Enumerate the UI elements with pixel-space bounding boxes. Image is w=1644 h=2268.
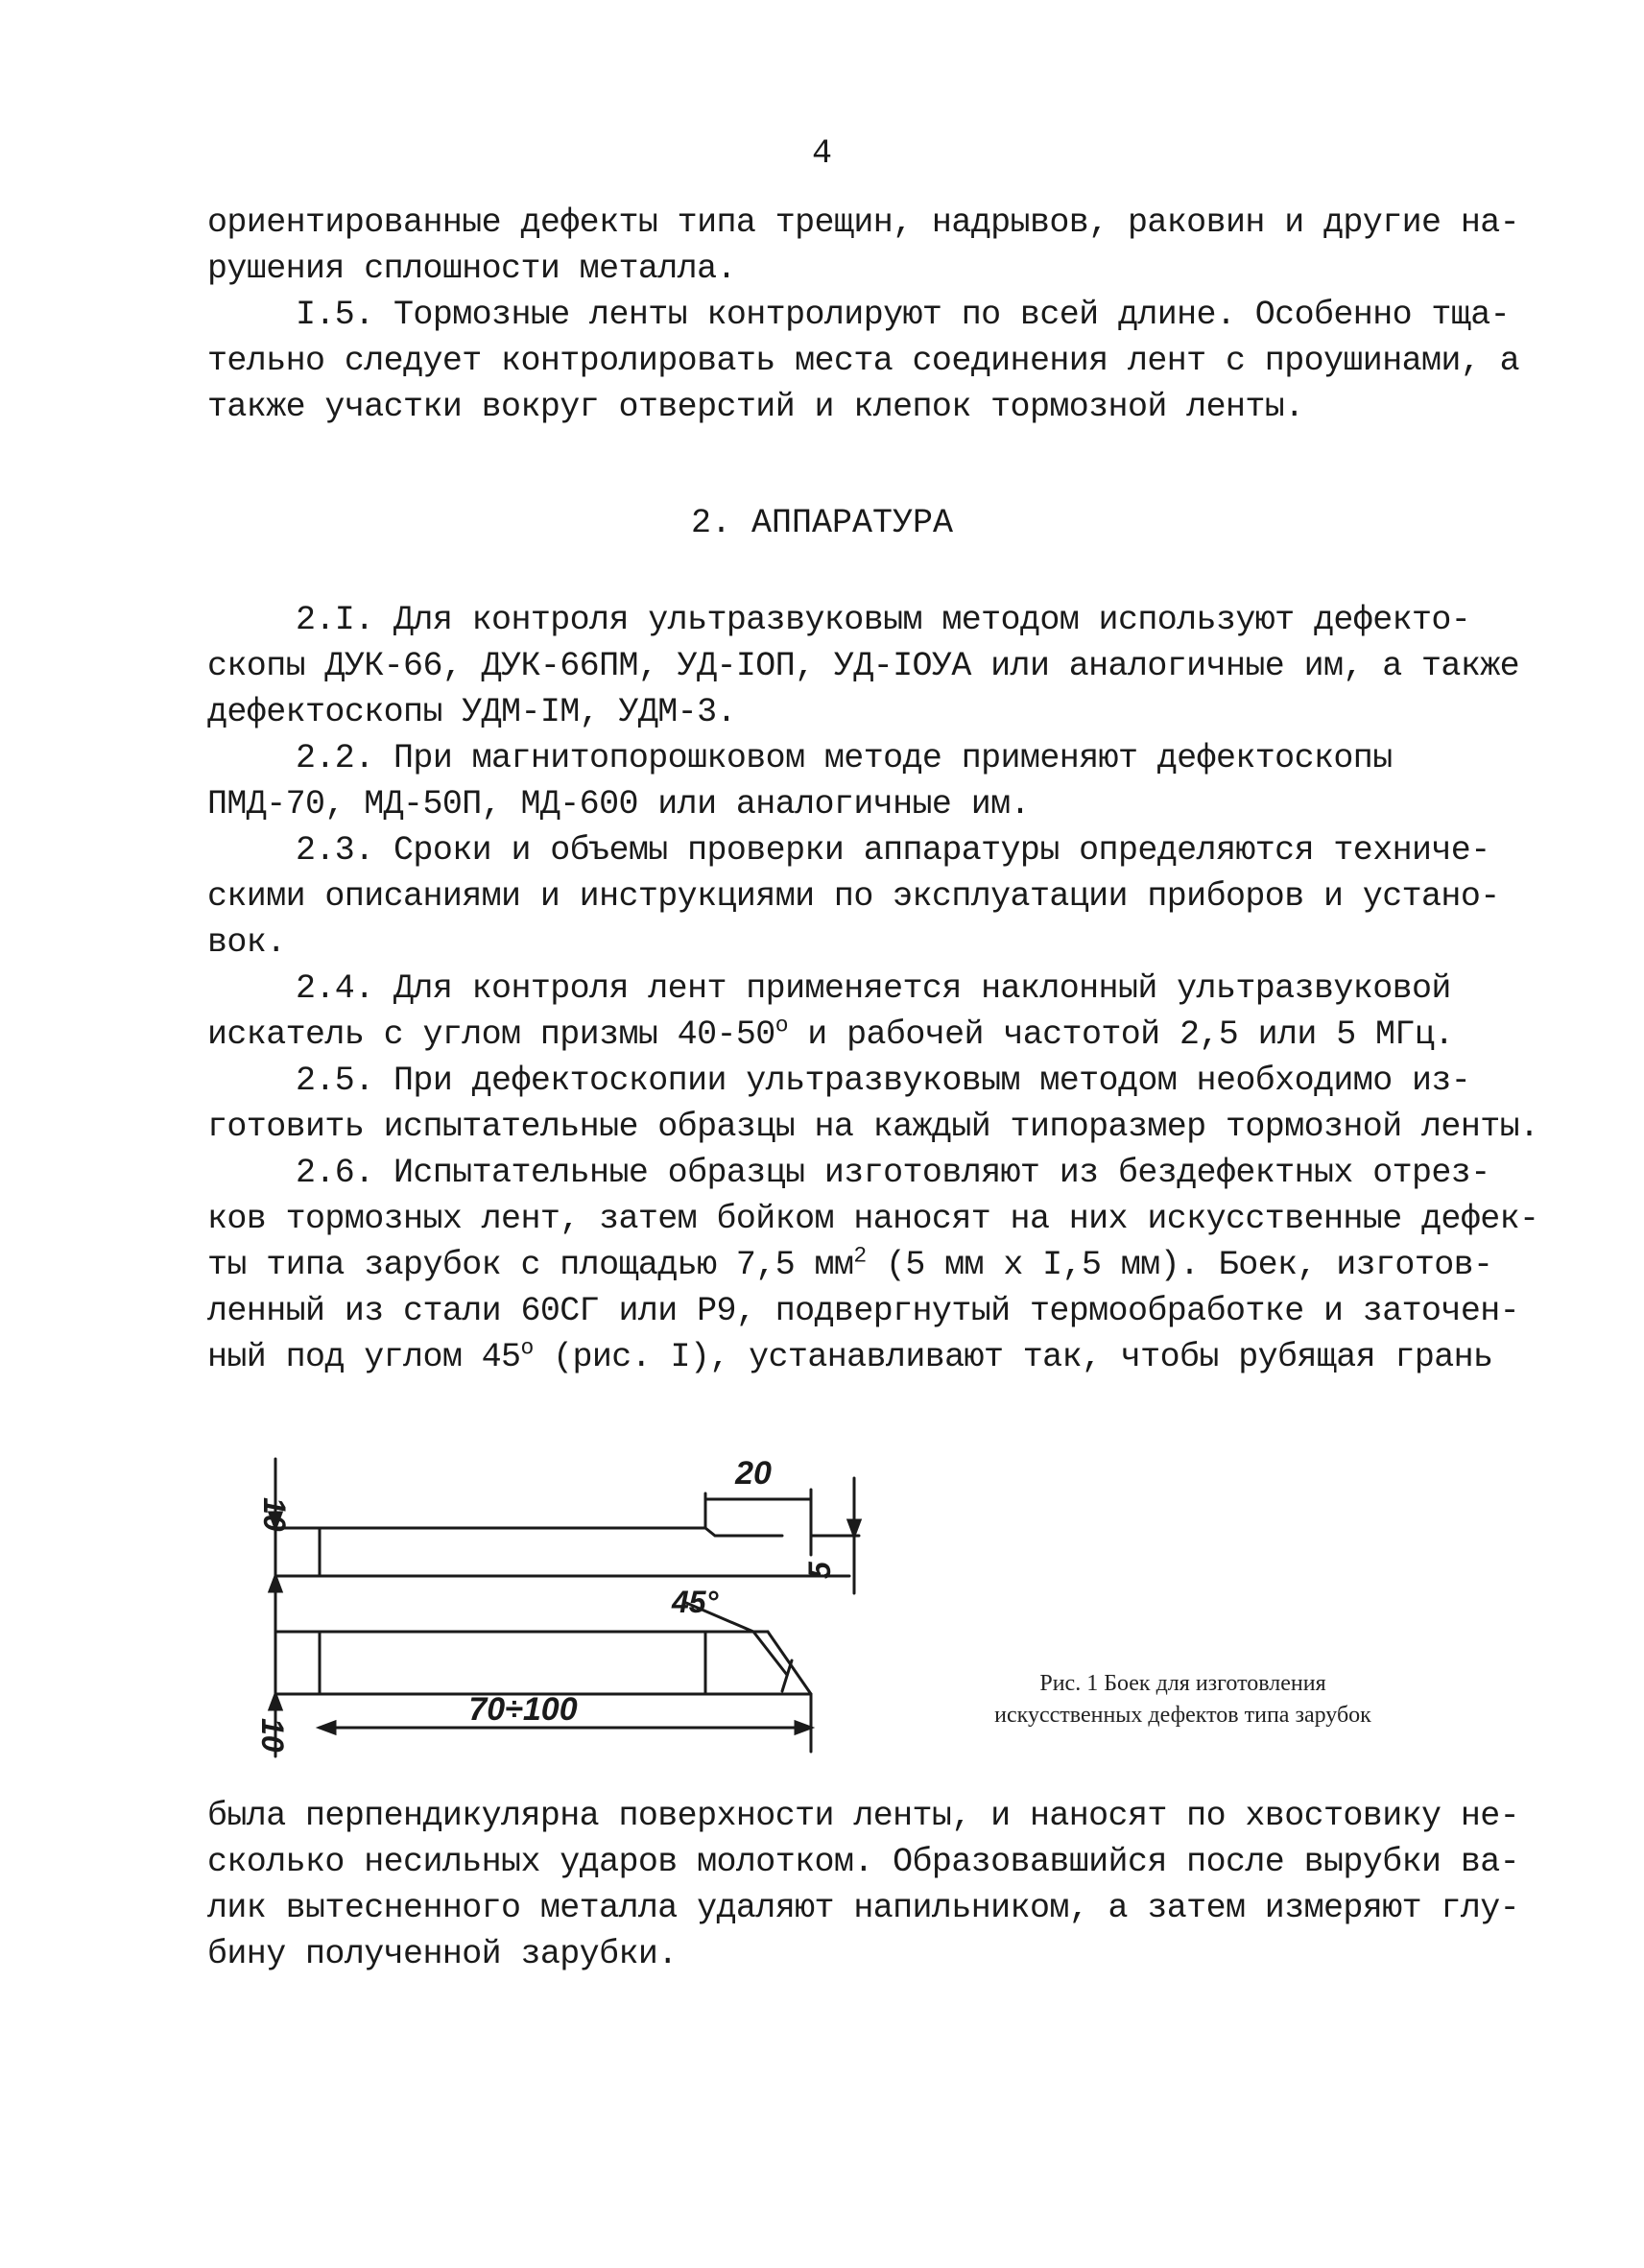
section-title: 2. АППАРАТУРА <box>690 504 954 542</box>
text-line <box>207 1242 1493 1288</box>
arrow-head <box>270 1576 281 1591</box>
paragraphs-2 <box>207 597 1539 1380</box>
caption-line: искусственных дефектов типа зарубок <box>994 1703 1371 1728</box>
dim-label-top: 10 <box>257 1497 292 1532</box>
text-line: также участки вокруг отверстий и клепок тормозной ленты. <box>207 388 1304 426</box>
text-run: искатель с углом призмы 40-50 <box>207 1015 775 1054</box>
text-line <box>207 1012 1454 1058</box>
text-line: 2.3. Сроки и объемы проверки аппаратуры определяются техниче- <box>296 831 1490 870</box>
paragraph-2-4 <box>207 966 1454 1058</box>
text-run: ный под углом 45 <box>207 1338 521 1376</box>
text-line: скими описаниями и инструкциями по эксплуатации приборов и устано- <box>207 877 1500 916</box>
text-line: ориентированные дефекты типа трещин, надрывов, раковин и другие на- <box>207 203 1520 242</box>
continuation-paragraph <box>207 1793 1520 1977</box>
paragraph-2-3 <box>207 827 1500 966</box>
text-line: 2.6. Испытательные образцы изготовляют из бездефектных отрез- <box>296 1154 1490 1192</box>
arrow-head <box>270 1694 281 1709</box>
page-number: 4 <box>811 134 832 173</box>
paragraph-2-2 <box>207 735 1450 827</box>
arrow-head <box>320 1722 335 1733</box>
text-line: 2.I. Для контроля ультразвуковым методом используют дефекто- <box>296 601 1471 639</box>
dim-label-bottom: 10 <box>255 1718 290 1753</box>
arrow-head <box>796 1722 811 1733</box>
intro-paragraph <box>207 200 1520 292</box>
text-line: ПМД-70, МД-50П, МД-600 или аналогичные им. <box>207 785 1030 824</box>
striker-drawing <box>235 1440 897 1771</box>
chamfer-line <box>768 1632 811 1694</box>
angle-leader <box>782 1660 792 1691</box>
paragraph-2-5 <box>207 1058 1539 1150</box>
text-line: ленный из стали 60СГ или Р9, подвергнутый термообработке и заточен- <box>207 1292 1520 1330</box>
text-line: скопы ДУК-66, ДУК-66ПМ, УД-IОП, УД-IОУА или аналогичные им, а также <box>207 647 1520 685</box>
text-line: лик вытесненного металла удаляют напильником, а затем измеряют глу- <box>207 1889 1520 1927</box>
degree-superscript: о <box>774 1013 788 1039</box>
text-line: ков тормозных лент, затем бойком наносят на них искусственные дефек- <box>207 1200 1539 1238</box>
caption-line: Рис. 1 Боек для изготовления <box>1039 1671 1326 1696</box>
text-line: была перпендикулярна поверхности ленты, и наносят по хвостовику не- <box>207 1797 1520 1835</box>
text-run: ты типа зарубок с площадью 7,5 мм <box>207 1246 854 1284</box>
text-line: рушения сплошности металла. <box>207 250 736 288</box>
text-line: 2.2. При магнитопорошковом методе применяют дефектоскопы <box>296 739 1393 777</box>
text-line <box>207 1334 1493 1380</box>
dim-label-tip-length: 20 <box>735 1455 772 1492</box>
outline-line <box>705 1528 782 1536</box>
text-line: бину полученной зарубки. <box>207 1935 678 1973</box>
paragraph-2-1 <box>207 597 1520 735</box>
text-line: тельно следует контролировать места соединения лент с проушинами, а <box>207 342 1520 380</box>
text-line: I.5. Тормозные ленты контролируют по всей длине. Особенно тща- <box>296 296 1511 334</box>
text-line: сколько несильных ударов молотком. Образовавшийся после вырубки ва- <box>207 1843 1520 1881</box>
text-run: (рис. I), устанавливают так, чтобы рубящая грань <box>533 1338 1493 1376</box>
text-line: 2.5. При дефектоскопии ультразвуковым методом необходимо из- <box>296 1062 1471 1100</box>
dim-label-tip-height: 5 <box>802 1562 837 1579</box>
figure-caption <box>907 1668 1459 1731</box>
text-run: и рабочей частотой 2,5 или 5 МГц. <box>787 1015 1454 1054</box>
square-superscript: 2 <box>853 1243 867 1269</box>
text-line: дефектоскопы УДМ-IМ, УДМ-3. <box>207 693 736 731</box>
text-run: (5 мм х I,5 мм). Боек, изготов- <box>866 1246 1493 1284</box>
text-line: 2.4. Для контроля лент применяется наклонный ультразвуковой <box>296 969 1451 1008</box>
degree-superscript: о <box>520 1335 534 1361</box>
dim-label-angle: 45° <box>672 1585 719 1619</box>
dim-label-total-length: 70÷100 <box>468 1691 578 1728</box>
paragraph-2-6 <box>207 1150 1539 1380</box>
text-line: вок. <box>207 923 286 962</box>
text-line: готовить испытательные образцы на каждый типоразмер тормозной ленты. <box>207 1108 1539 1146</box>
paragraph-1-5 <box>207 292 1520 430</box>
arrow-head <box>848 1520 860 1536</box>
